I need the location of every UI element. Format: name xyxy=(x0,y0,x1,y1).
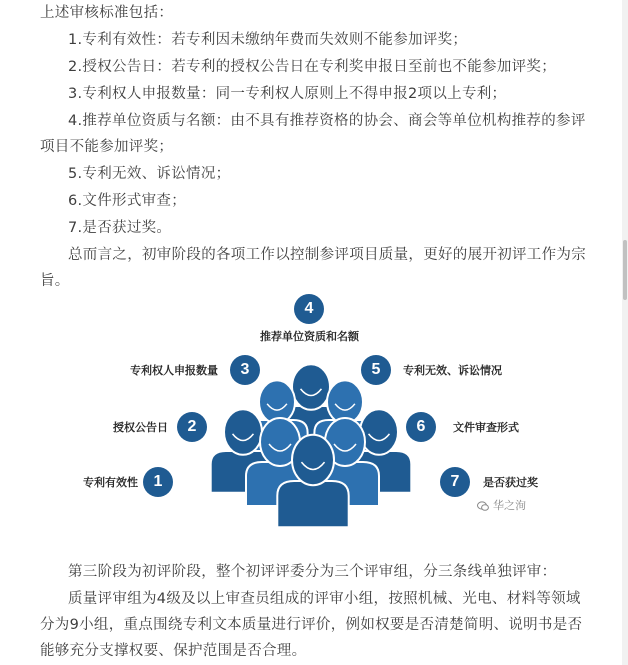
page-scrollbar[interactable] xyxy=(622,0,628,665)
criterion-3: 3.专利权人申报数量：同一专利权人原则上不得申报2项以上专利； xyxy=(68,86,507,102)
criterion-5: 5.专利无效、诉讼情况； xyxy=(68,166,231,182)
criterion-label-1: 专利有效性 xyxy=(83,476,138,489)
criterion-label-2: 授权公告日 xyxy=(113,421,168,434)
criterion-badge-2: 2 xyxy=(177,412,207,442)
criterion-6: 6.文件形式审查； xyxy=(68,193,187,209)
review-criteria-figure xyxy=(75,292,538,532)
people-icon xyxy=(211,364,412,527)
summary-text: 总而言之，初审阶段的各项工作以控制参评项目质量，更好的展开初评工作为宗旨。 xyxy=(40,247,586,289)
scrollbar-thumb[interactable] xyxy=(623,240,627,300)
criterion-7: 7.是否获过奖。 xyxy=(68,220,172,236)
criterion-2: 2.授权公告日：若专利的授权公告日在专利奖申报日至前也不能参加评奖； xyxy=(68,59,557,75)
criterion-badge-6: 6 xyxy=(406,412,436,442)
criterion-badge-3: 3 xyxy=(230,355,260,385)
criterion-badge-4: 4 xyxy=(294,294,324,324)
criterion-label-6: 文件审查形式 xyxy=(453,421,519,434)
wechat-icon xyxy=(477,501,489,511)
quality-group-text: 质量评审组为4级及以上审查员组成的评审小组，按照机械、光电、材料等领域分为9小组，重点围绕专利文本质量进行评价，例如权要是否清楚简明、说明书是否能够充分支撑权要、保护范围是否合理。 xyxy=(40,591,583,659)
criterion-label-7: 是否获过奖 xyxy=(483,476,538,489)
criterion-4: 4.推荐单位资质与名额：由不具有推荐资格的协会、商会等单位机构推荐的参评项目不能参加评奖； xyxy=(40,113,586,155)
criterion-label-5: 专利无效、诉讼情况 xyxy=(403,364,502,377)
criterion-badge-7: 7 xyxy=(440,467,470,497)
criterion-label-4: 推荐单位资质和名额 xyxy=(260,330,359,343)
stage3-text: 第三阶段为初评阶段，整个初评评委分为三个评审组，分三条线单独评审： xyxy=(68,564,557,580)
criterion-label-3: 专利权人申报数量 xyxy=(130,364,218,377)
intro-text: 上述审核标准包括： xyxy=(40,5,174,21)
criterion-badge-5: 5 xyxy=(361,355,391,385)
watermark-text: 华之洵 xyxy=(493,499,526,512)
criterion-badge-1: 1 xyxy=(143,467,173,497)
criterion-1: 1.专利有效性：若专利因未缴纳年费而失效则不能参加评奖； xyxy=(68,32,468,48)
watermark xyxy=(477,497,526,513)
